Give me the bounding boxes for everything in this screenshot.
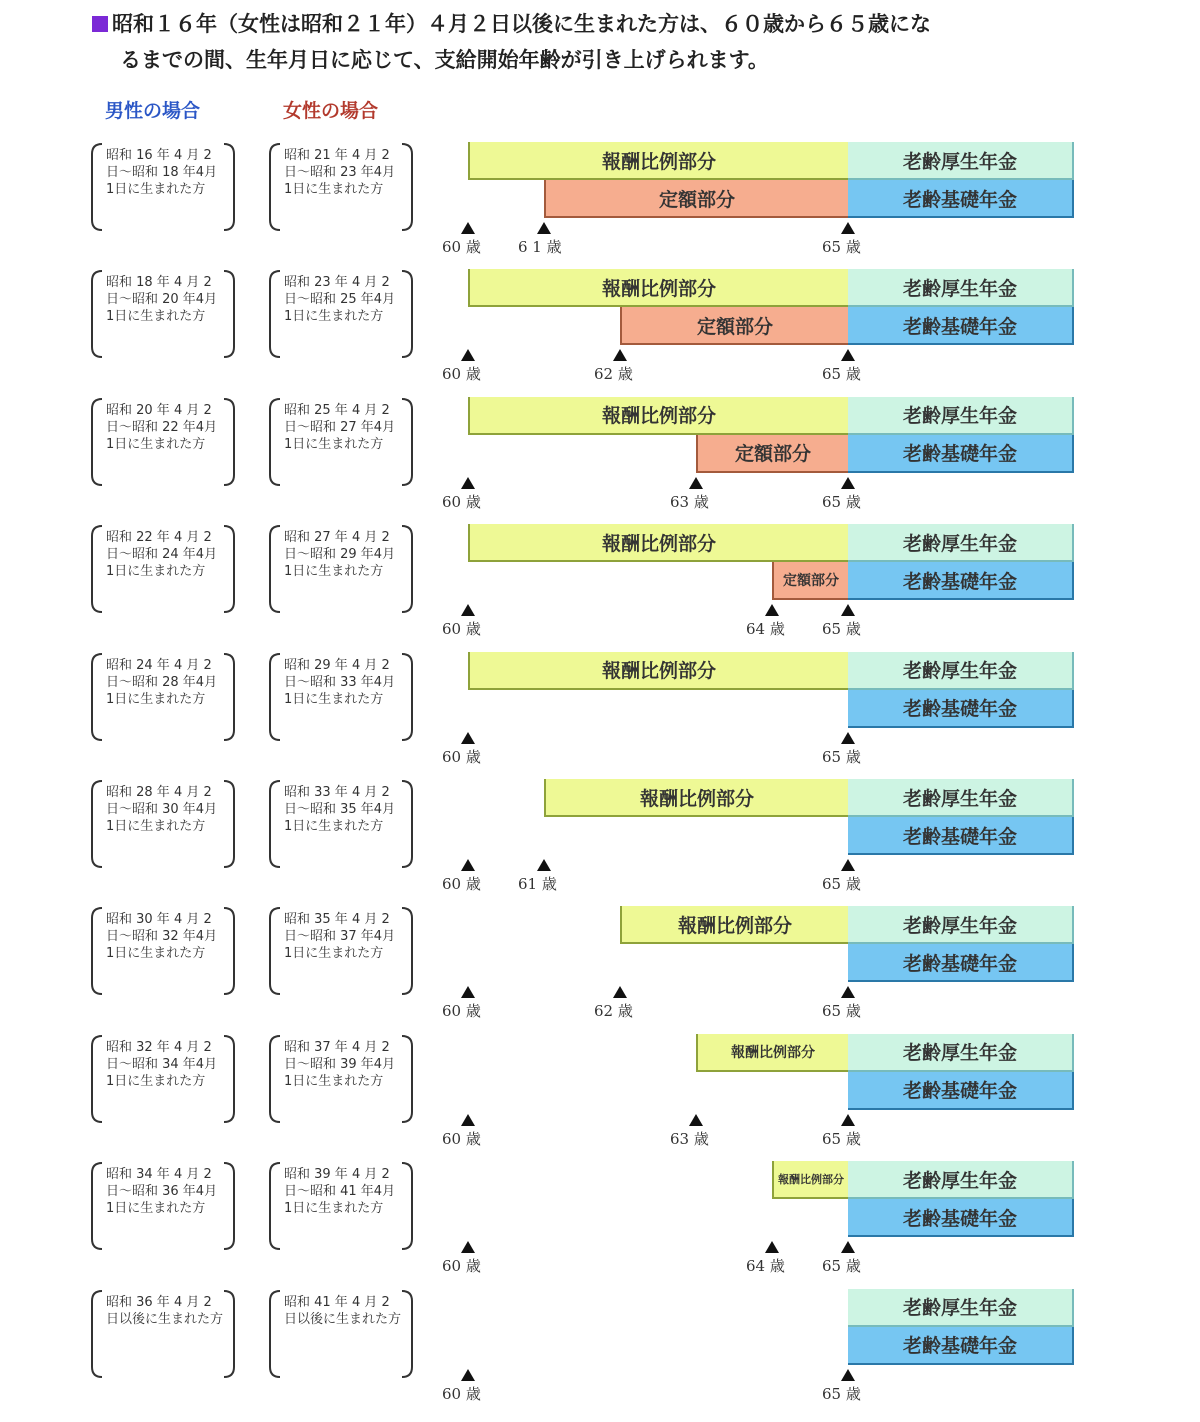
kosei-bar: 老齢厚生年金 [848, 524, 1074, 562]
kiso-bar: 老齢基礎年金 [848, 690, 1074, 728]
age-marker-icon [537, 222, 551, 234]
hirei-bar: 報酬比例部分 [468, 397, 848, 435]
female-birth-range-text: 昭和 33 年 4 月 2 日～昭和 35 年4月1日に生まれた方 [284, 785, 396, 834]
age-marker-icon [461, 732, 475, 744]
male-birth-range [88, 1161, 238, 1251]
age-label: 60 歳 [442, 1002, 481, 1021]
male-birth-range [88, 906, 238, 996]
age-label: 63 歳 [670, 1129, 709, 1148]
age-marker-icon [841, 986, 855, 998]
age-label: 6 1 歳 [518, 238, 562, 256]
age-label: 60 歳 [442, 620, 481, 639]
female-birth-range [266, 269, 416, 359]
age-label: 60 歳 [442, 365, 481, 384]
female-birth-range-text: 昭和 21 年 4 月 2 日～昭和 23 年4月1日に生まれた方 [284, 148, 396, 197]
male-birth-range-text: 昭和 30 年 4 月 2 日～昭和 32 年4月1日に生まれた方 [106, 912, 218, 962]
age-label: 65 歳 [822, 875, 861, 893]
age-marker-icon [765, 604, 779, 616]
teigaku-bar: 定額部分 [544, 180, 848, 218]
age-label: 65 歳 [822, 238, 861, 256]
male-birth-range-text: 昭和 34 年 4 月 2 日～昭和 36 年4月1日に生まれた方 [106, 1167, 218, 1217]
kosei-bar: 老齢厚生年金 [848, 652, 1074, 690]
kosei-bar: 老齢厚生年金 [848, 269, 1074, 307]
age-marker-icon [461, 1241, 475, 1253]
female-birth-range [266, 1034, 416, 1124]
schedule-row [0, 397, 1200, 527]
age-marker-icon [461, 349, 475, 361]
age-label: 60 歳 [442, 747, 481, 766]
female-birth-range [266, 906, 416, 996]
female-birth-range [266, 1161, 416, 1251]
female-birth-range-text: 昭和 41 年 4 月 2 日以後に生まれた方 [284, 1294, 402, 1327]
age-label: 65 歳 [822, 620, 861, 639]
age-marker-icon [613, 986, 627, 998]
male-birth-range [88, 652, 238, 742]
kiso-bar: 老齢基礎年金 [848, 435, 1074, 473]
kosei-bar: 老齢厚生年金 [848, 906, 1074, 944]
kiso-bar: 老齢基礎年金 [848, 1072, 1074, 1110]
age-label: 65 歳 [822, 1257, 861, 1276]
age-marker-icon [841, 859, 855, 871]
age-marker-icon [461, 1114, 475, 1126]
hirei-bar: 報酬比例部分 [772, 1161, 848, 1199]
female-birth-range-text: 昭和 39 年 4 月 2 日～昭和 41 年4月1日に生まれた方 [284, 1167, 396, 1217]
male-birth-range-text: 昭和 18 年 4 月 2 日～昭和 20 年4月1日に生まれた方 [106, 275, 218, 325]
teigaku-bar: 定額部分 [772, 562, 848, 600]
hirei-bar: 報酬比例部分 [468, 142, 848, 180]
intro-line-1: 昭和１６年（女性は昭和２１年）４月２日以後に生まれた方は、６０歳から６５歳にな [112, 12, 931, 36]
kiso-bar: 老齢基礎年金 [848, 1327, 1074, 1365]
schedule-row [0, 142, 1200, 272]
male-birth-range [88, 1034, 238, 1124]
female-birth-range-text: 昭和 29 年 4 月 2 日～昭和 33 年4月1日に生まれた方 [284, 657, 396, 707]
square-bullet-icon [92, 16, 108, 32]
male-birth-range [88, 1289, 238, 1379]
female-header: 女性の場合 [283, 100, 379, 122]
age-marker-icon [613, 349, 627, 361]
male-birth-range-text: 昭和 16 年 4 月 2 日～昭和 18 年4月1日に生まれた方 [106, 148, 218, 197]
age-label: 60 歳 [442, 238, 481, 256]
age-label: 62 歳 [594, 1002, 633, 1021]
age-label: 65 歳 [822, 492, 861, 511]
age-marker-icon [841, 1114, 855, 1126]
age-label: 64 歳 [746, 620, 785, 639]
age-label: 62 歳 [594, 365, 633, 384]
male-birth-range [88, 524, 238, 614]
age-label: 65 歳 [822, 1129, 861, 1148]
kiso-bar: 老齢基礎年金 [848, 1199, 1074, 1237]
kosei-bar: 老齢厚生年金 [848, 1034, 1074, 1072]
age-marker-icon [689, 1114, 703, 1126]
female-birth-range [266, 524, 416, 614]
age-marker-icon [689, 477, 703, 489]
age-marker-icon [841, 222, 855, 234]
kiso-bar: 老齢基礎年金 [848, 307, 1074, 345]
male-header: 男性の場合 [105, 100, 201, 122]
schedule-row [0, 652, 1200, 782]
age-marker-icon [461, 859, 475, 871]
hirei-bar: 報酬比例部分 [468, 652, 848, 690]
kosei-bar: 老齢厚生年金 [848, 397, 1074, 435]
kiso-bar: 老齢基礎年金 [848, 944, 1074, 982]
age-marker-icon [537, 859, 551, 871]
hirei-bar: 報酬比例部分 [468, 524, 848, 562]
female-birth-range [266, 142, 416, 232]
kiso-bar: 老齢基礎年金 [848, 562, 1074, 600]
schedule-row [0, 1289, 1200, 1419]
age-marker-icon [841, 477, 855, 489]
female-birth-range [266, 1289, 416, 1379]
female-birth-range-text: 昭和 27 年 4 月 2 日～昭和 29 年4月1日に生まれた方 [284, 530, 396, 580]
schedule-row [0, 779, 1200, 909]
female-birth-range [266, 779, 416, 869]
age-label: 65 歳 [822, 1384, 861, 1403]
age-label: 60 歳 [442, 1257, 481, 1276]
hirei-bar: 報酬比例部分 [468, 269, 848, 307]
male-birth-range-text: 昭和 24 年 4 月 2 日～昭和 28 年4月1日に生まれた方 [106, 657, 218, 707]
female-birth-range-text: 昭和 23 年 4 月 2 日～昭和 25 年4月1日に生まれた方 [284, 275, 396, 325]
age-label: 60 歳 [442, 875, 481, 893]
female-birth-range [266, 652, 416, 742]
age-marker-icon [841, 604, 855, 616]
age-label: 65 歳 [822, 1002, 861, 1021]
age-label: 60 歳 [442, 1384, 481, 1403]
hirei-bar: 報酬比例部分 [544, 779, 848, 817]
age-label: 61 歳 [518, 875, 557, 893]
age-marker-icon [461, 604, 475, 616]
male-birth-range-text: 昭和 36 年 4 月 2 日以後に生まれた方 [106, 1294, 224, 1327]
hirei-bar: 報酬比例部分 [696, 1034, 848, 1072]
schedule-row [0, 1034, 1200, 1164]
age-marker-icon [765, 1241, 779, 1253]
age-label: 64 歳 [746, 1257, 785, 1276]
schedule-row [0, 1161, 1200, 1291]
age-label: 65 歳 [822, 747, 861, 766]
teigaku-bar: 定額部分 [696, 435, 848, 473]
male-birth-range [88, 397, 238, 487]
hirei-bar: 報酬比例部分 [620, 906, 848, 944]
kosei-bar: 老齢厚生年金 [848, 142, 1074, 180]
age-marker-icon [461, 986, 475, 998]
male-birth-range-text: 昭和 22 年 4 月 2 日～昭和 24 年4月1日に生まれた方 [106, 530, 218, 580]
male-birth-range-text: 昭和 20 年 4 月 2 日～昭和 22 年4月1日に生まれた方 [106, 402, 218, 452]
age-label: 60 歳 [442, 492, 481, 511]
age-marker-icon [461, 222, 475, 234]
schedule-row [0, 269, 1200, 399]
kosei-bar: 老齢厚生年金 [848, 1161, 1074, 1199]
kiso-bar: 老齢基礎年金 [848, 180, 1074, 218]
intro-line-2: るまでの間、生年月日に応じて、支給開始年齢が引き上げられます。 [120, 48, 769, 72]
teigaku-bar: 定額部分 [620, 307, 848, 345]
age-label: 60 歳 [442, 1129, 481, 1148]
female-birth-range-text: 昭和 37 年 4 月 2 日～昭和 39 年4月1日に生まれた方 [284, 1039, 396, 1089]
intro-text [92, 6, 1172, 78]
age-marker-icon [841, 1241, 855, 1253]
kosei-bar: 老齢厚生年金 [848, 1289, 1074, 1327]
age-label: 63 歳 [670, 492, 709, 511]
age-marker-icon [461, 477, 475, 489]
male-birth-range-text: 昭和 28 年 4 月 2 日～昭和 30 年4月1日に生まれた方 [106, 785, 218, 834]
age-marker-icon [841, 732, 855, 744]
male-birth-range-text: 昭和 32 年 4 月 2 日～昭和 34 年4月1日に生まれた方 [106, 1039, 218, 1089]
age-label: 65 歳 [822, 365, 861, 384]
schedule-row [0, 906, 1200, 1036]
female-birth-range [266, 397, 416, 487]
age-marker-icon [841, 1369, 855, 1381]
schedule-row [0, 524, 1200, 654]
male-birth-range [88, 269, 238, 359]
kiso-bar: 老齢基礎年金 [848, 817, 1074, 855]
female-birth-range-text: 昭和 35 年 4 月 2 日～昭和 37 年4月1日に生まれた方 [284, 912, 396, 962]
male-birth-range [88, 142, 238, 232]
age-marker-icon [461, 1369, 475, 1381]
kosei-bar: 老齢厚生年金 [848, 779, 1074, 817]
male-birth-range [88, 779, 238, 869]
female-birth-range-text: 昭和 25 年 4 月 2 日～昭和 27 年4月1日に生まれた方 [284, 402, 396, 452]
age-marker-icon [841, 349, 855, 361]
